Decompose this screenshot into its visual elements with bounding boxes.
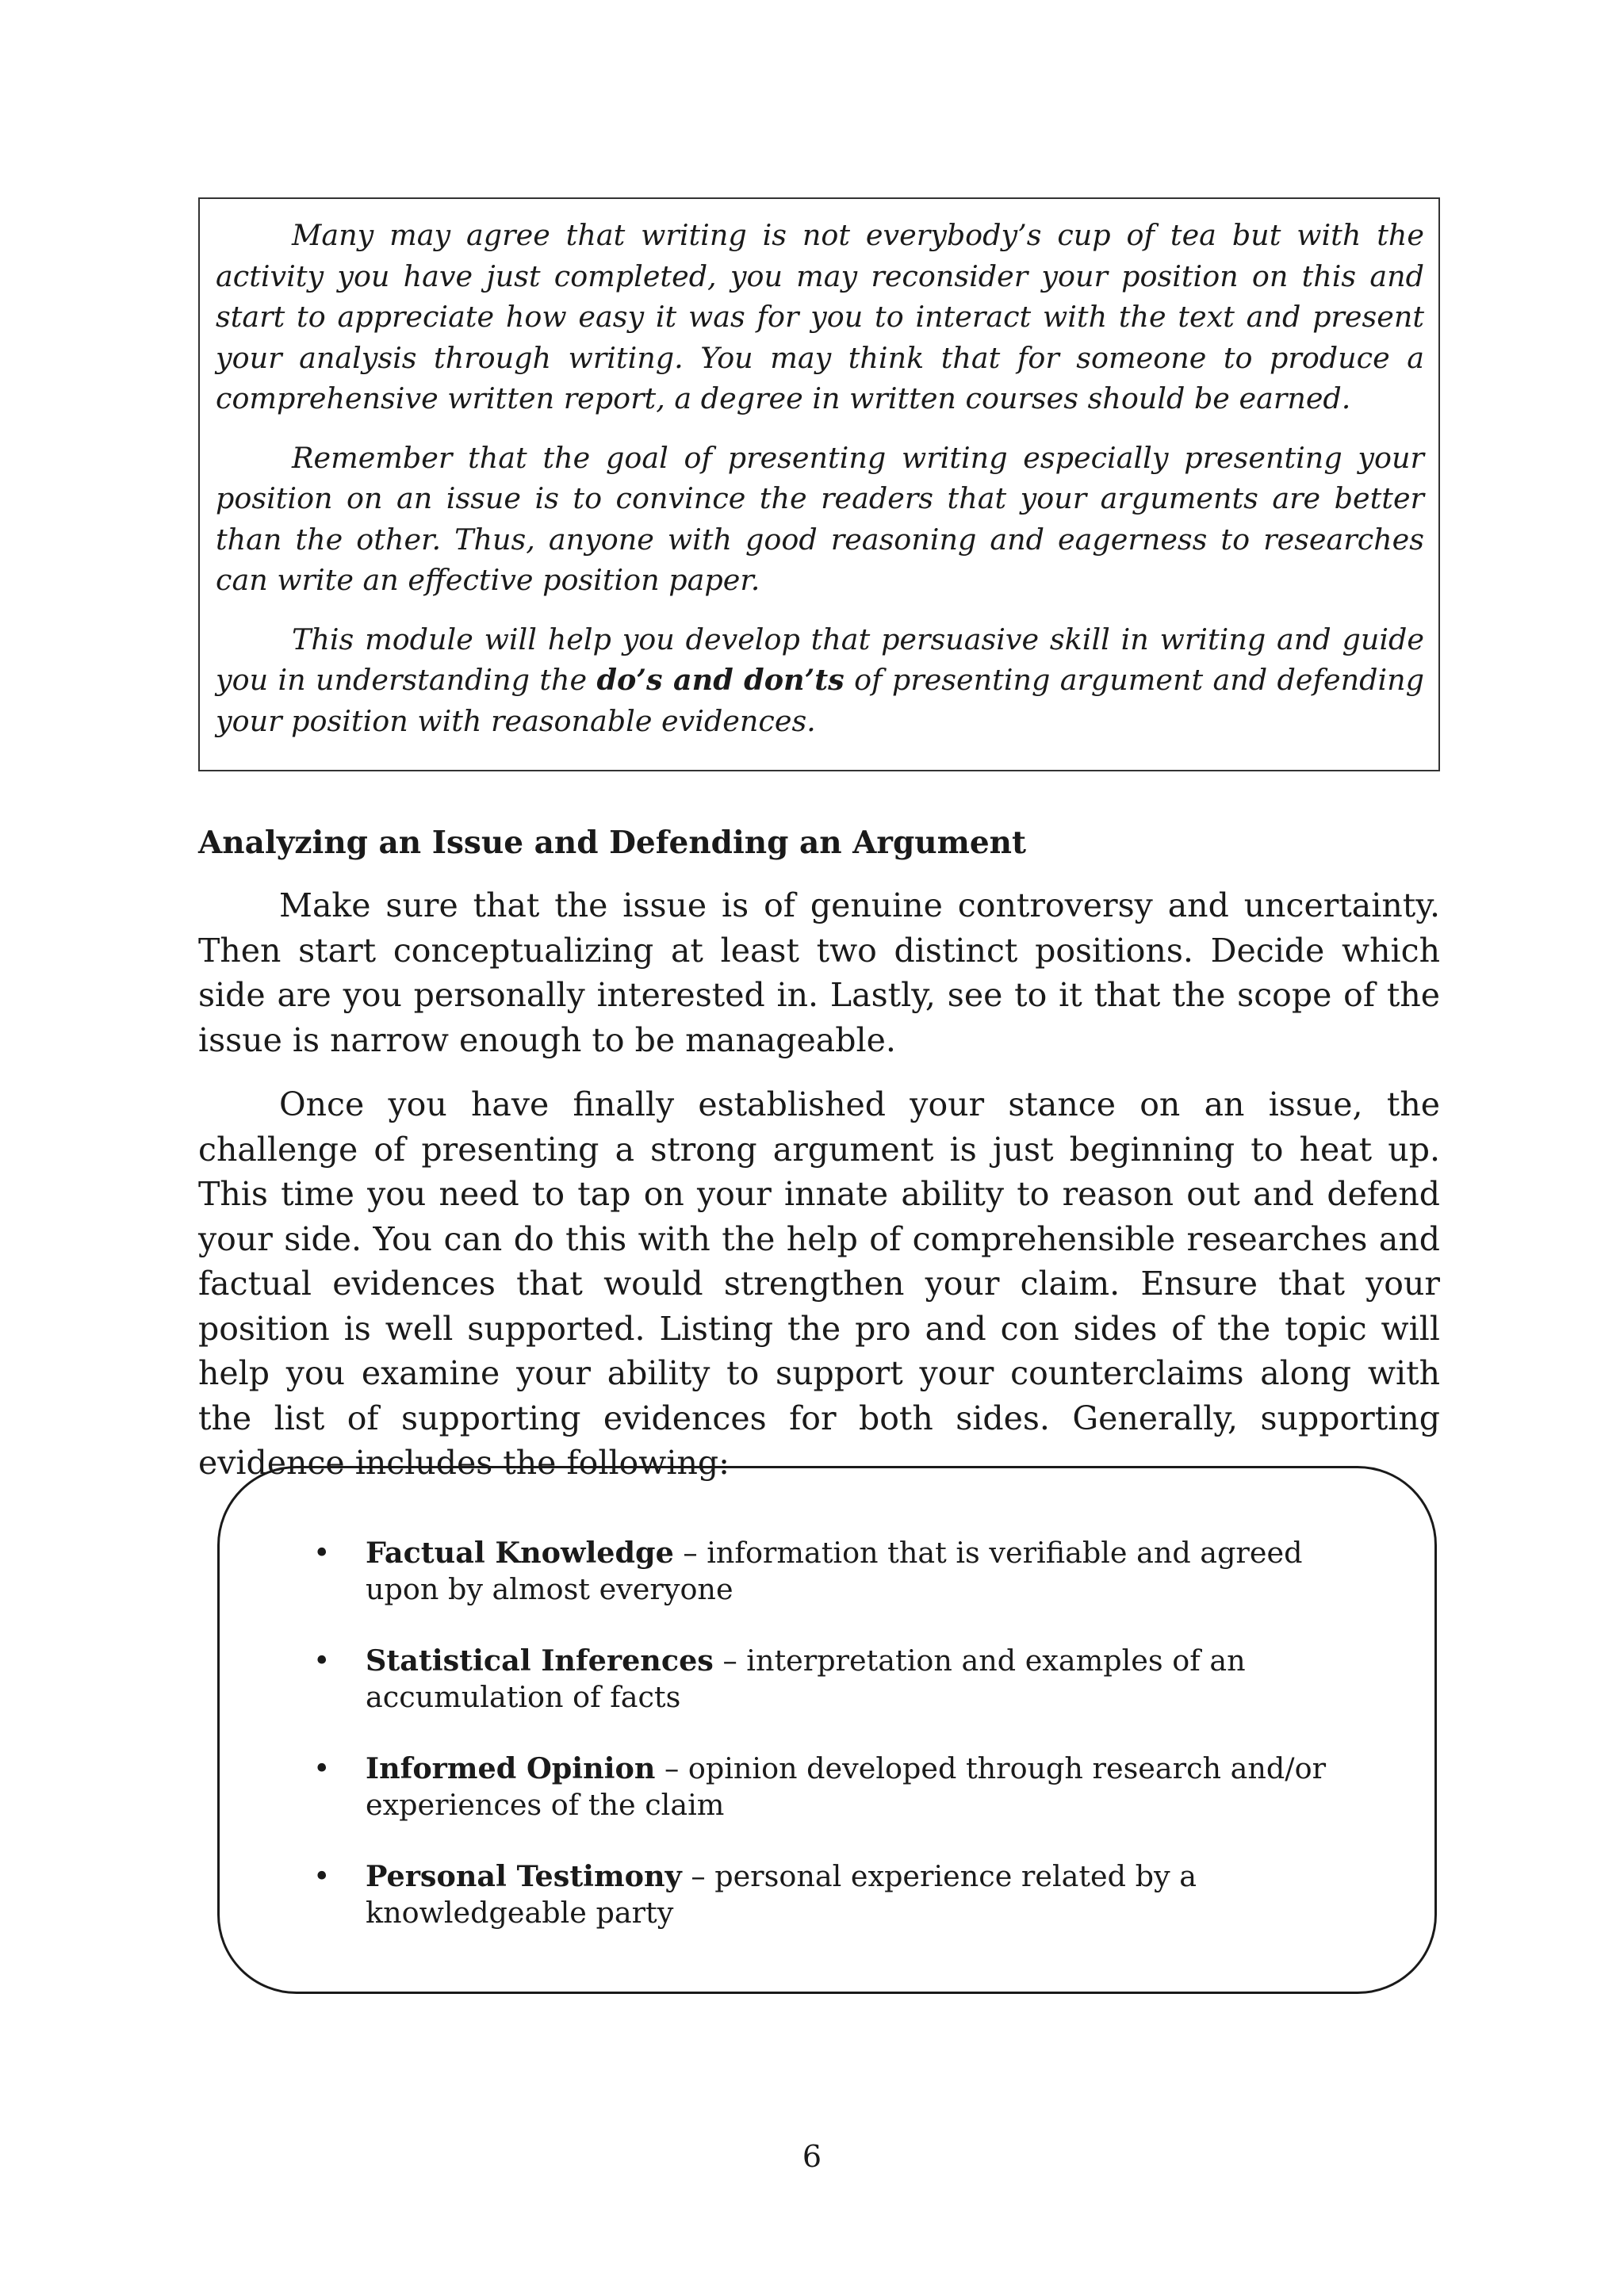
bullet-icon: •	[313, 1859, 331, 1893]
page-number: 6	[802, 2139, 822, 2174]
evidence-description: – personal experience related by a knowledgeable party	[366, 1859, 1197, 1930]
dos-and-donts-emphasis: do’s and don’ts	[596, 663, 845, 697]
evidence-description: – opinion developed through research and/or experiences of the claim	[366, 1751, 1327, 1822]
intro-paragraph-1: Many may agree that writing is not everybody’s cup of tea but with the activity you have just completed, you may reconsider your position on this and start to appreciate how easy it was for you to interact with the text and present your analysis through writing. You may think that for someone to produce a comprehensive written report, a degree in written courses should be earned.	[216, 218, 1424, 415]
body-paragraph-2: Once you have finally established your stance on an issue, the challenge of presenting a strong argument is just beginning to heat up. This time you need to tap on your innate ability to reason out and defend your side. You can do this with the help of comprehensible researches and factual evidences that would strengthen your claim. Ensure that your position is well supported. Listing the pro and con sides of the topic will help you examine your ability to support your counterclaims along with the list of supporting evidences for both sides. Generally, supporting evidence includes the following:	[198, 1085, 1440, 1482]
bullet-icon: •	[313, 1536, 331, 1570]
evidence-term: Informed Opinion	[366, 1751, 656, 1785]
intro-box	[198, 197, 1440, 771]
evidence-item	[220, 1535, 1434, 1608]
evidence-item	[220, 1858, 1434, 1931]
intro-paragraph-3-end: of presenting argument and defending your position with reasonable evidences.	[216, 663, 1424, 738]
intro-paragraph-3	[216, 619, 1424, 742]
evidence-box	[217, 1466, 1437, 1994]
evidence-item	[220, 1751, 1434, 1823]
evidence-description: – interpretation and examples of an accumulation of facts	[366, 1644, 1246, 1714]
evidence-item	[220, 1643, 1434, 1716]
section-heading: Analyzing an Issue and Defending an Argument	[198, 825, 1027, 861]
evidence-term: Statistical Inferences	[366, 1644, 714, 1678]
evidence-term: Factual Knowledge	[366, 1536, 674, 1570]
evidence-list	[220, 1535, 1434, 1966]
evidence-term: Personal Testimony	[366, 1859, 682, 1893]
intro-paragraph-3-start: This module will help you develop that persuasive skill in writing and guide you in understanding the	[216, 622, 1424, 697]
bullet-icon: •	[313, 1751, 331, 1785]
intro-paragraph-2: Remember that the goal of presenting writing especially presenting your position on an issue is to convince the readers that your arguments are better than the other. Thus, anyone with good reasoning and eagerness to researches can write an effective position paper.	[216, 440, 1424, 597]
evidence-description: – information that is verifiable and agreed upon by almost everyone	[366, 1536, 1303, 1606]
bullet-icon: •	[313, 1644, 331, 1678]
section-body	[198, 883, 1440, 1506]
body-paragraph-1: Make sure that the issue is of genuine controversy and uncertainty. Then start conceptualizing at least two distinct positions. Decide which side are you personally interested in. Lastly, see to it that the scope of the issue is narrow enough to be manageable.	[198, 886, 1440, 1059]
